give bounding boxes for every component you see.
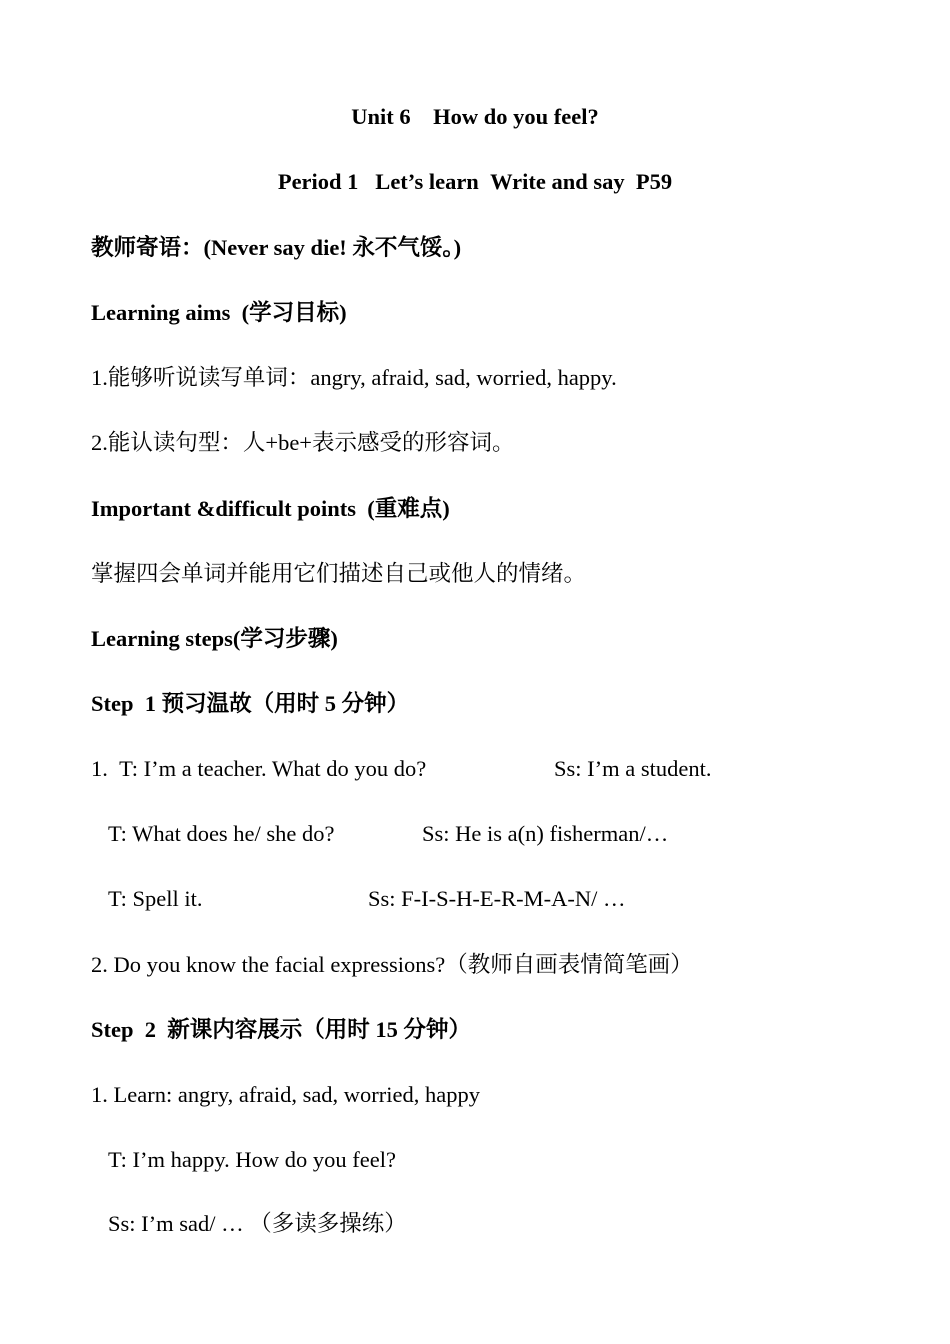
points-text: 掌握四会单词并能用它们描述自己或他人的情绪。 (91, 561, 587, 586)
step2-item-1: 1. Learn: angry, afraid, sad, worried, happy (91, 1082, 481, 1107)
dialog-student-line: Ss: F-I-S-H-E-R-M-A-N/ … (368, 886, 626, 911)
dialog-teacher-line: 1. T: I’m a teacher. What do you do? (91, 756, 427, 781)
dialog-teacher-line: T: Spell it. (108, 886, 203, 911)
step1-heading: Step 1 预习温故（用时 5 分钟） (91, 691, 410, 716)
dialog-student-line: Ss: I’m a student. (554, 756, 712, 781)
step2-student-line: Ss: I’m sad/ … （多读多操练） (108, 1211, 407, 1236)
step2-heading: Step 2 新课内容展示（用时 15 分钟） (91, 1017, 472, 1042)
dialog-teacher-line: T: What does he/ she do? (108, 821, 335, 846)
step1-item-2: 2. Do you know the facial expressions?（教师自画表情简笔画） (91, 952, 693, 977)
points-heading: Important &difficult points (重难点) (91, 496, 450, 521)
step2-teacher-line: T: I’m happy. How do you feel? (108, 1147, 396, 1172)
aim-item: 2.能认读句型：人+be+表示感受的形容词。 (91, 430, 515, 455)
page-title: Unit 6 How do you feel? (351, 104, 599, 129)
dialog-student-line: Ss: He is a(n) fisherman/… (422, 821, 669, 846)
steps-heading: Learning steps(学习步骤) (91, 626, 338, 651)
page-subtitle: Period 1 Let’s learn Write and say P59 (277, 169, 673, 194)
teacher-motto: 教师寄语：(Never say die! 永不气馁。) (91, 235, 462, 260)
aims-heading: Learning aims (学习目标) (91, 300, 347, 325)
aim-item: 1.能够听说读写单词：angry, afraid, sad, worried, happy. (91, 365, 617, 390)
